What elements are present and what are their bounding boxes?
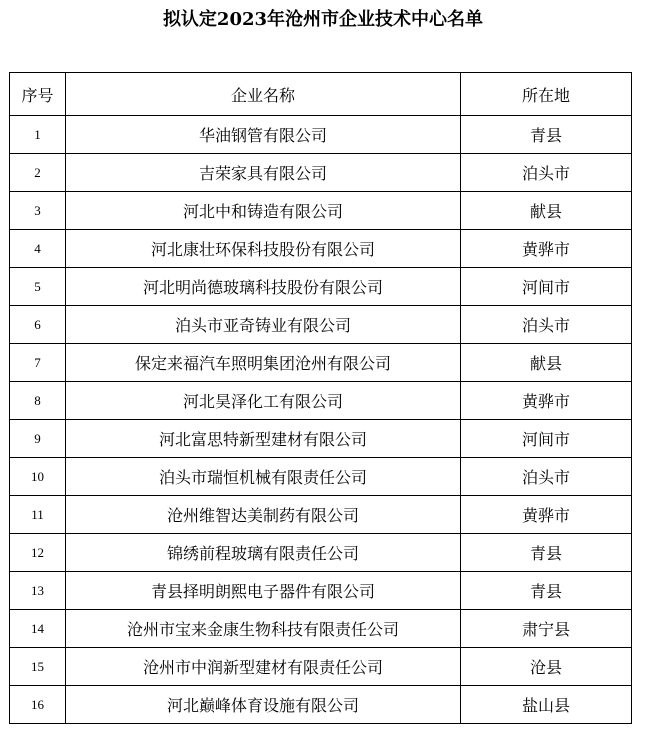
enterprise-location: 献县 [461,344,632,382]
row-index: 11 [10,496,66,534]
row-index: 6 [10,306,66,344]
enterprise-name: 泊头市亚奇铸业有限公司 [66,306,461,344]
table-row [10,458,632,496]
table-row [10,344,632,382]
row-index: 14 [10,610,66,648]
table-row [10,534,632,572]
enterprise-name: 河北巅峰体育设施有限公司 [66,686,461,724]
table-row [10,268,632,306]
enterprise-name: 青县择明朗熙电子器件有限公司 [66,572,461,610]
table-row [10,382,632,420]
enterprise-location: 黄骅市 [461,496,632,534]
table-row [10,496,632,534]
table-row [10,116,632,154]
table-row [10,192,632,230]
page-title: 拟认定2023年沧州市企业技术中心名单 [162,9,484,30]
table-row [10,610,632,648]
column-header-name: 企业名称 [66,73,461,116]
column-header-location: 所在地 [461,73,632,116]
enterprise-location: 泊头市 [461,306,632,344]
enterprise-name: 锦绣前程玻璃有限责任公司 [66,534,461,572]
enterprise-location: 黄骅市 [461,382,632,420]
enterprise-table [9,72,632,724]
enterprise-name: 沧州市中润新型建材有限责任公司 [66,648,461,686]
table-row [10,686,632,724]
row-index: 7 [10,344,66,382]
enterprise-name: 吉荣家具有限公司 [66,154,461,192]
enterprise-location: 河间市 [461,420,632,458]
table-row [10,154,632,192]
table-body [10,116,632,724]
row-index: 1 [10,116,66,154]
row-index: 16 [10,686,66,724]
table-header [10,73,632,116]
enterprise-name: 沧州市宝来金康生物科技有限责任公司 [66,610,461,648]
enterprise-location: 青县 [461,572,632,610]
row-index: 4 [10,230,66,268]
enterprise-name: 华油钢管有限公司 [66,116,461,154]
row-index: 3 [10,192,66,230]
enterprise-location: 沧县 [461,648,632,686]
table-row [10,230,632,268]
enterprise-location: 盐山县 [461,686,632,724]
enterprise-location: 泊头市 [461,458,632,496]
row-index: 10 [10,458,66,496]
enterprise-name: 沧州维智达美制药有限公司 [66,496,461,534]
enterprise-location: 青县 [461,534,632,572]
enterprise-name: 河北富思特新型建材有限公司 [66,420,461,458]
row-index: 12 [10,534,66,572]
row-index: 5 [10,268,66,306]
row-index: 9 [10,420,66,458]
row-index: 13 [10,572,66,610]
enterprise-location: 肃宁县 [461,610,632,648]
enterprise-name: 河北康壮环保科技股份有限公司 [66,230,461,268]
enterprise-name: 河北中和铸造有限公司 [66,192,461,230]
column-header-index: 序号 [10,73,66,116]
row-index: 2 [10,154,66,192]
enterprise-name: 河北明尚德玻璃科技股份有限公司 [66,268,461,306]
enterprise-location: 献县 [461,192,632,230]
table-row [10,420,632,458]
table-row [10,648,632,686]
table-row [10,306,632,344]
enterprise-location: 青县 [461,116,632,154]
enterprise-name: 泊头市瑞恒机械有限责任公司 [66,458,461,496]
row-index: 15 [10,648,66,686]
table-row [10,572,632,610]
header-row [10,73,632,116]
enterprise-location: 河间市 [461,268,632,306]
row-index: 8 [10,382,66,420]
enterprise-location: 黄骅市 [461,230,632,268]
enterprise-location: 泊头市 [461,154,632,192]
enterprise-name: 保定来福汽车照明集团沧州有限公司 [66,344,461,382]
enterprise-name: 河北昊泽化工有限公司 [66,382,461,420]
